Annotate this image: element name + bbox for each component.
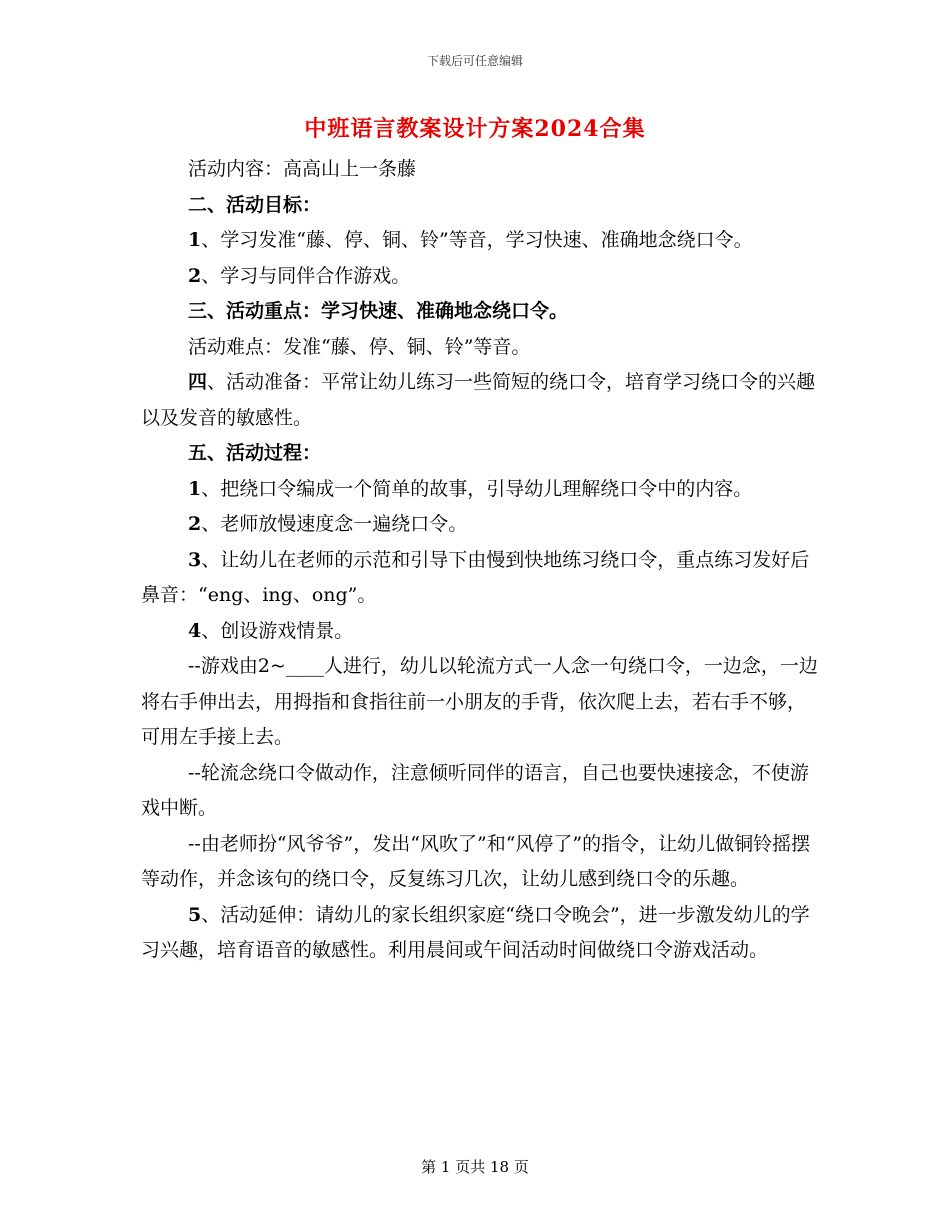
section-heading [141, 294, 821, 330]
paragraph-text: 、让幼儿在老师的示范和引导下由慢到快地练习绕口令，重点练习发好后鼻音：“eng、ing、ong”。 [141, 548, 810, 606]
paragraph [141, 614, 821, 650]
section-heading [141, 188, 821, 224]
paragraph [141, 543, 821, 614]
paragraph-text: --轮流念绕口令做动作，注意倾听同伴的语言，自己也要快速接念，不使游戏中断。 [141, 761, 809, 819]
paragraph-text: --由老师扮“风爷爷”，发出“风吹了”和“风停了”的指令，让幼儿做铜铃摇摆等动作，并念该句的绕口令，反复练习几次，让幼儿感到绕口令的乐趣。 [141, 832, 811, 890]
paragraph-lead: 3 [188, 548, 202, 571]
paragraph-lead: 5 [188, 903, 202, 926]
paragraph [141, 507, 821, 543]
paragraph [141, 898, 821, 969]
document-body [141, 152, 821, 969]
paragraph [141, 223, 821, 259]
page-header: 下载后可任意编辑 [426, 54, 523, 68]
page-footer: 第 1 页共 18 页 [421, 1158, 529, 1176]
paragraph-lead: 二、活动目标： [188, 193, 322, 216]
paragraph-lead: 1 [188, 229, 202, 251]
paragraph [141, 152, 821, 188]
paragraph [141, 649, 821, 756]
document-title: 中班语言教案设计方案2024合集 [304, 116, 646, 142]
paragraph [141, 756, 821, 827]
paragraph-text: 、活动准备：平常让幼儿练习一些简短的绕口令，培育学习绕口令的兴趣以及发音的敏感性。 [141, 371, 816, 429]
paragraph-lead: 1 [188, 477, 202, 500]
paragraph-lead: 三、活动重点：学习快速、准确地念绕口令。 [188, 300, 569, 322]
paragraph [141, 472, 821, 508]
section-heading [141, 436, 821, 472]
paragraph [141, 827, 821, 898]
paragraph-text: 、创设游戏情景。 [201, 619, 354, 642]
paragraph-lead: 4 [188, 619, 202, 642]
paragraph-text: 、老师放慢速度念一遍绕口令。 [201, 513, 468, 535]
paragraph-text: 、活动延伸：请幼儿的家长组织家庭“绕口令晚会”，进一步激发幼儿的学习兴趣，培育语音的敏感性。利用晨间或午间活动时间做绕口令游戏活动。 [141, 903, 810, 961]
paragraph [141, 330, 821, 366]
paragraph-lead: 2 [188, 513, 202, 535]
paragraph [141, 365, 821, 436]
paragraph-lead: 五、活动过程： [188, 442, 322, 464]
paragraph-lead: 四 [188, 371, 208, 393]
paragraph-text: 活动内容：高高山上一条藤 [188, 158, 417, 180]
paragraph-text: 活动难点：发准“藤、停、铜、铃”等音。 [188, 335, 531, 358]
paragraph-text: 、学习发准“藤、停、铜、铃”等音，学习快速、准确地念绕口令。 [201, 229, 753, 251]
paragraph [141, 259, 821, 295]
paragraph-text: 、把绕口令编成一个简单的故事，引导幼儿理解绕口令中的内容。 [201, 477, 753, 500]
paragraph-text: 、学习与同伴合作游戏。 [201, 264, 411, 287]
paragraph-lead: 2 [188, 264, 202, 287]
paragraph-text: --游戏由2~____人进行，幼儿以轮流方式一人念一句绕口令，一边念，一边将右手伸出去，用拇指和食指往前一小朋友的手背，依次爬上去，若右手不够，可用左手接上去。 [141, 655, 818, 748]
